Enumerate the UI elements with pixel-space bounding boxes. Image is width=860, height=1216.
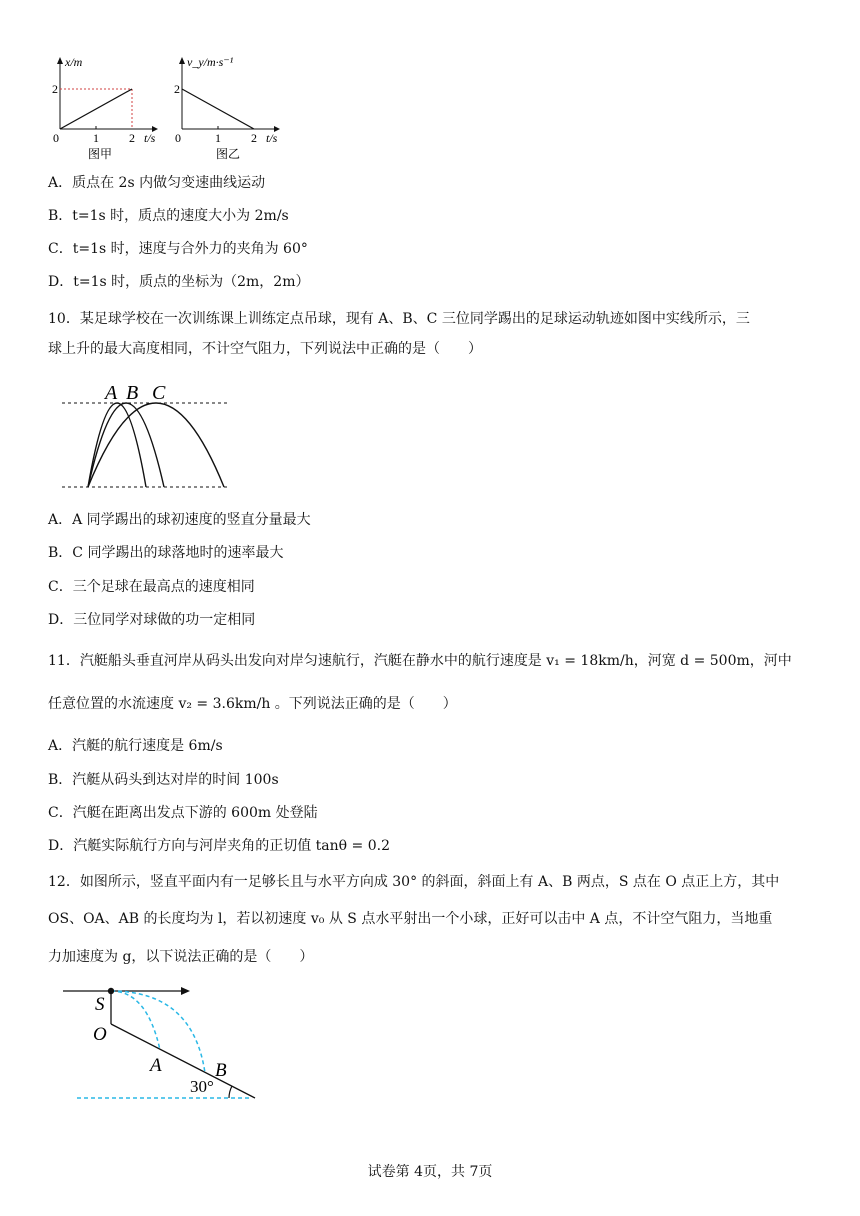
q11-stem-2: 任意位置的水流速度 v₂ = 3.6km/h 。下列说法正确的是（ ） [48, 696, 457, 712]
x-axis-label: t/s [266, 131, 278, 145]
point-s [108, 988, 114, 994]
x-tick-2: 2 [251, 131, 257, 145]
q10-option-a: A．A 同学踢出的球初速度的竖直分量最大 [48, 512, 311, 528]
fig-jia [50, 56, 160, 166]
label-b: B [126, 382, 139, 404]
label-c: C [152, 382, 166, 404]
label-o: O [93, 1024, 107, 1045]
caption: 图甲 [88, 147, 113, 161]
origin-label: 0 [53, 131, 59, 145]
q11-option-d: D．汽艇实际航行方向与河岸夹角的正切值 tanθ = 0.2 [48, 838, 390, 854]
y-axis-label: v_y/m·s⁻¹ [187, 55, 234, 69]
q12-stem-3: 力加速度为 g，以下说法正确的是（ ） [48, 949, 314, 965]
incline [111, 1024, 255, 1098]
caption: 图乙 [216, 147, 241, 161]
q12-stem-1: 12．如图所示，竖直平面内有一足够长且与水平方向成 30° 的斜面，斜面上有 A、B 两点，S 点在 O 点正上方，其中 [48, 874, 780, 890]
y-axis-label: x/m [65, 55, 83, 69]
angle-arc [229, 1086, 232, 1098]
q12-figure [55, 982, 265, 1102]
q10-option-d: D．三位同学对球做的功一定相同 [48, 612, 256, 628]
q9-option-a: A．质点在 2s 内做匀变速曲线运动 [48, 175, 266, 191]
x-tick-1: 1 [93, 131, 99, 145]
q9-option-b: B．t=1s 时，质点的速度大小为 2m/s [48, 208, 289, 224]
label-s: S [95, 994, 105, 1015]
q11-option-b: B．汽艇从码头到达对岸的时间 100s [48, 772, 279, 788]
q9-option-c: C．t=1s 时，速度与合外力的夹角为 60° [48, 241, 308, 257]
y-axis-arrow [57, 57, 63, 64]
label-b: B [215, 1060, 227, 1081]
y-tick-2: 2 [174, 82, 180, 96]
label-a: A [150, 1055, 162, 1076]
q11-option-a: A．汽艇的航行速度是 6m/s [48, 738, 223, 754]
label-a: A [105, 382, 118, 404]
data-line [182, 89, 254, 129]
label-angle: 30° [190, 1077, 214, 1096]
q9-option-d: D．t=1s 时，质点的坐标为（2m，2m） [48, 274, 310, 290]
trajectory-a [88, 403, 146, 487]
fig-yi [172, 56, 292, 166]
x-tick-1: 1 [215, 131, 221, 145]
data-line [60, 89, 132, 129]
q10-figure [60, 378, 240, 493]
q10-option-b: B．C 同学踢出的球落地时的速率最大 [48, 545, 284, 561]
page-footer: 试卷第 4页，共 7页 [367, 1164, 493, 1180]
y-tick-2: 2 [52, 82, 58, 96]
trajectory-b [88, 403, 164, 487]
q10-stem-2: 球上升的最大高度相同，不计空气阻力，下列说法中正确的是（ ） [48, 341, 482, 357]
trajectory-c [88, 403, 224, 487]
origin-label: 0 [175, 131, 181, 145]
x-axis-label: t/s [144, 131, 156, 145]
q11-stem-1: 11．汽艇船头垂直河岸从码头出发向对岸匀速航行，汽艇在静水中的航行速度是 v₁ = 18km/h，河宽 d = 500m，河中 [48, 653, 792, 669]
x-tick-2: 2 [129, 131, 135, 145]
q10-option-c: C．三个足球在最高点的速度相同 [48, 579, 255, 595]
q11-option-c: C．汽艇在距离出发点下游的 600m 处登陆 [48, 805, 318, 821]
launch-arrow-head [181, 987, 190, 995]
q12-stem-2: OS、OA、AB 的长度均为 l，若以初速度 v₀ 从 S 点水平射出一个小球，正好可以击中 A 点，不计空气阻力，当地重 [48, 911, 773, 927]
q10-stem-1: 10．某足球学校在一次训练课上训练定点吊球，现有 A、B、C 三位同学踢出的足球运动轨迹如图中实线所示，三 [48, 311, 750, 327]
y-axis-arrow [179, 57, 185, 64]
trajectory-to-a [111, 991, 160, 1050]
